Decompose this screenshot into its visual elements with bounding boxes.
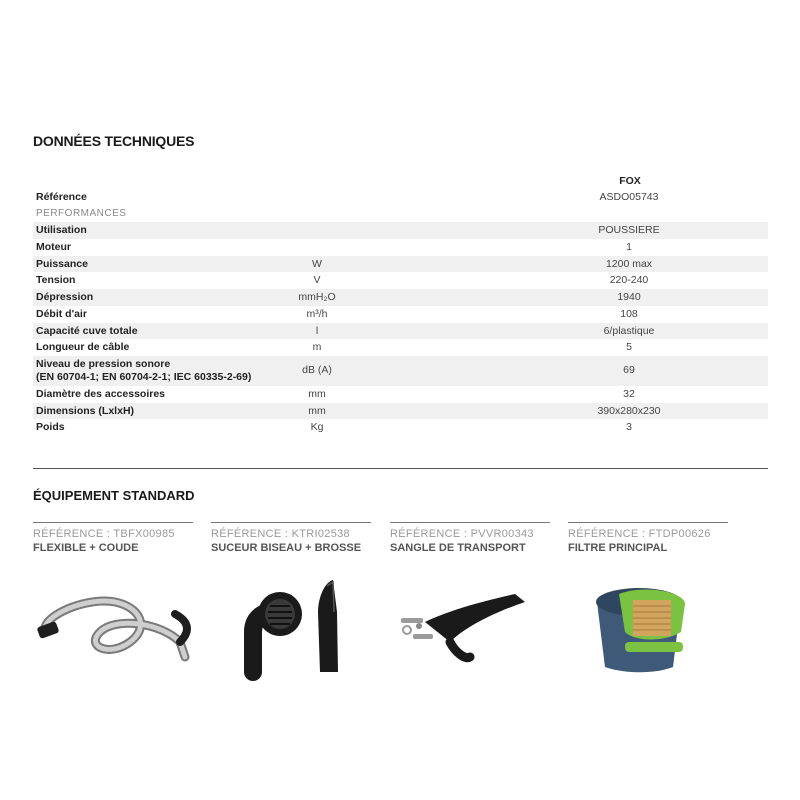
section-row <box>33 206 768 223</box>
equipment-item-hose <box>33 522 201 554</box>
row-label: Longueur de câble <box>36 341 130 354</box>
row-value: ASDO05743 <box>599 191 659 203</box>
section-label: PERFORMANCES <box>36 207 127 219</box>
row-value: 5 <box>626 341 632 354</box>
section-divider <box>33 468 768 469</box>
table-row <box>33 403 768 420</box>
row-unit: m³/h <box>306 307 328 320</box>
equipment-item-filter <box>568 522 736 554</box>
flexible-hose-icon <box>30 572 200 677</box>
row-unit: l <box>315 324 319 337</box>
row-label: Dimensions (LxlxH) <box>36 404 135 417</box>
item-name: SUCEUR BISEAU + BROSSE <box>211 542 362 554</box>
row-label: Poids <box>36 421 65 434</box>
row-unit: W <box>312 257 322 270</box>
page-title: DONNÉES TECHNIQUES <box>33 133 195 149</box>
row-unit: mmH₂O <box>298 291 336 304</box>
table-row <box>33 189 768 206</box>
row-value: 108 <box>620 307 638 320</box>
item-reference: RÉFÉRENCE : PVVR00343 <box>390 528 534 540</box>
row-value: 32 <box>623 387 635 400</box>
table-row <box>33 239 768 256</box>
table-row <box>33 306 768 323</box>
row-value: 220-240 <box>609 274 649 287</box>
table-row <box>33 356 768 386</box>
row-label-line1: Niveau de pression sonore <box>36 357 171 370</box>
specs-table <box>33 189 768 436</box>
table-row <box>33 386 768 403</box>
item-divider <box>568 522 728 523</box>
row-label: Référence <box>36 191 87 203</box>
item-divider <box>390 522 550 523</box>
row-value: 1940 <box>617 291 641 304</box>
table-row <box>33 256 768 273</box>
item-reference: RÉFÉRENCE : TBFX00985 <box>33 528 175 540</box>
row-label <box>36 358 251 384</box>
row-value: 1 <box>626 241 632 254</box>
row-unit: mm <box>308 404 326 417</box>
nozzle-brush-icon <box>225 572 375 682</box>
row-value: 390x280x230 <box>597 404 661 417</box>
item-reference: RÉFÉRENCE : KTRI02538 <box>211 528 350 540</box>
row-label-line2: (EN 60704-1; EN 60704-2-1; IEC 60335-2-69) <box>36 370 252 383</box>
model-name: FOX <box>619 175 641 187</box>
row-unit: Kg <box>310 421 324 434</box>
row-value: 69 <box>623 363 635 376</box>
table-row <box>33 323 768 340</box>
row-label: Tension <box>36 274 76 287</box>
item-divider <box>33 522 193 523</box>
row-value: 6/plastique <box>603 324 655 337</box>
item-reference: RÉFÉRENCE : FTDP00626 <box>568 528 711 540</box>
table-row <box>33 289 768 306</box>
row-label: Diamètre des accessoires <box>36 387 165 400</box>
row-label: Utilisation <box>36 224 87 237</box>
equipment-item-nozzle <box>211 522 379 554</box>
row-label: Capacité cuve totale <box>36 324 138 337</box>
row-label: Débit d'air <box>36 307 87 320</box>
row-label: Puissance <box>36 257 88 270</box>
filter-icon <box>585 572 695 677</box>
table-row <box>33 222 768 239</box>
row-unit: V <box>313 274 321 287</box>
row-value: 3 <box>626 421 632 434</box>
row-unit: m <box>312 341 322 354</box>
table-row <box>33 419 768 436</box>
strap-icon <box>395 572 545 667</box>
equipment-item-strap <box>390 522 558 554</box>
row-unit: dB (A) <box>302 363 332 376</box>
table-row <box>33 272 768 289</box>
row-value: POUSSIERE <box>598 224 660 237</box>
table-row <box>33 339 768 356</box>
equipment-title: ÉQUIPEMENT STANDARD <box>33 488 195 503</box>
row-label: Dépression <box>36 291 94 304</box>
item-name: FILTRE PRINCIPAL <box>568 542 668 554</box>
item-name: SANGLE DE TRANSPORT <box>390 542 526 554</box>
row-unit: mm <box>308 387 326 400</box>
item-divider <box>211 522 371 523</box>
row-label: Moteur <box>36 241 71 254</box>
row-value: 1200 max <box>605 257 653 270</box>
item-name: FLEXIBLE + COUDE <box>33 542 139 554</box>
